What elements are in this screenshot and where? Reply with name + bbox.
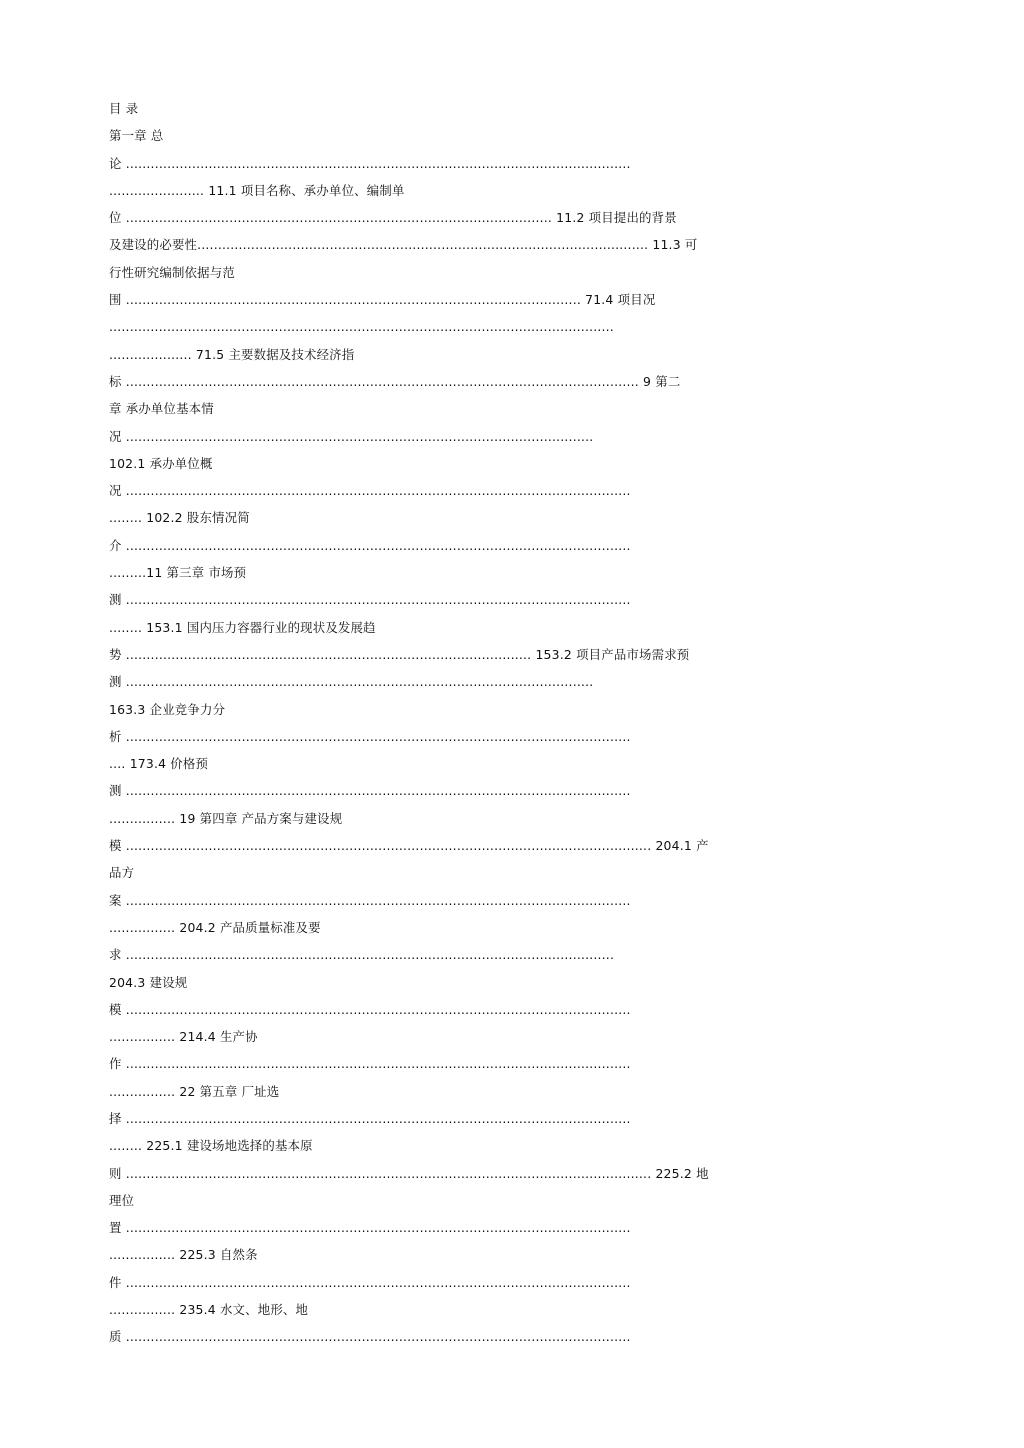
toc-line: 章 承办单位基本情 [109,401,214,417]
toc-line: 作 .......................................................................................................................... [109,1056,631,1072]
toc-line: 及建设的必要性............................................................................................................. 11.3 可 [109,237,698,253]
toc-line: 件 .......................................................................................................................... [109,1274,631,1290]
toc-line: 163.3 企业竞争力分 [109,701,226,717]
toc-line: 论 .......................................................................................................................... [109,155,631,171]
toc-line: .........11 第三章 市场预 [109,565,247,581]
toc-line: 置 .......................................................................................................................... [109,1220,631,1236]
toc-line: 围 .............................................................................................................. 71.4 项目况 [109,292,656,308]
toc-line: 行性研究编制依据与范 [109,264,235,280]
toc-line: 204.3 建设规 [109,974,188,990]
toc-title: 目 录 [109,101,139,116]
toc-line: 位 ....................................................................................................... 11.2 项目提出的背景 [109,210,677,226]
toc-line: .......................................................................................................................... [109,319,614,335]
toc-line: 102.1 承办单位概 [109,455,213,471]
toc-line: 测 ................................................................................................................. [109,674,594,690]
toc-line: ................ 19 第四章 产品方案与建设规 [109,810,343,826]
toc-line: 析 .......................................................................................................................... [109,728,631,744]
toc-line: 第一章 总 [109,128,164,144]
toc-line: ........ 153.1 国内压力容器行业的现状及发展趋 [109,619,376,635]
toc-line: 理位 [109,1192,135,1208]
toc-line: 模 ............................................................................................................................... 204.1 产 [109,838,709,854]
toc-line: ................ 235.4 水文、地形、地 [109,1302,309,1318]
toc-line: ................ 214.4 生产协 [109,1029,258,1045]
toc-line: ................ 204.2 产品质量标准及要 [109,919,321,935]
toc-line: 况 .......................................................................................................................... [109,483,631,499]
toc-line: ........ 225.1 建设场地选择的基本原 [109,1138,313,1154]
toc-line: 势 .................................................................................................. 153.2 项目产品市场需求预 [109,646,690,662]
toc-line: 测 .......................................................................................................................... [109,592,631,608]
toc-line: 品方 [109,865,135,881]
toc-line: 标 ............................................................................................................................ 9 第二 [109,373,681,389]
toc-line: ........ 102.2 股东情况简 [109,510,250,526]
table-of-contents [109,95,925,1351]
toc-line: ................ 22 第五章 厂址选 [109,1083,280,1099]
toc-line: 择 .......................................................................................................................... [109,1110,631,1126]
toc-line: 介 .......................................................................................................................... [109,537,631,553]
toc-line: 求 ...................................................................................................................... [109,947,615,963]
toc-line: 况 ................................................................................................................. [109,428,594,444]
toc-line: ................ 225.3 自然条 [109,1247,258,1263]
toc-line: 测 .......................................................................................................................... [109,783,631,799]
toc-line: 质 .......................................................................................................................... [109,1329,631,1345]
toc-line: 则 ............................................................................................................................... 225.2 地 [109,1165,709,1181]
toc-line: .................... 71.5 主要数据及技术经济指 [109,346,355,362]
toc-line: 案 .......................................................................................................................... [109,892,631,908]
toc-line: 模 .......................................................................................................................... [109,1001,631,1017]
toc-line: .... 173.4 价格预 [109,756,209,772]
toc-line: ....................... 11.1 项目名称、承办单位、编制单 [109,182,405,198]
